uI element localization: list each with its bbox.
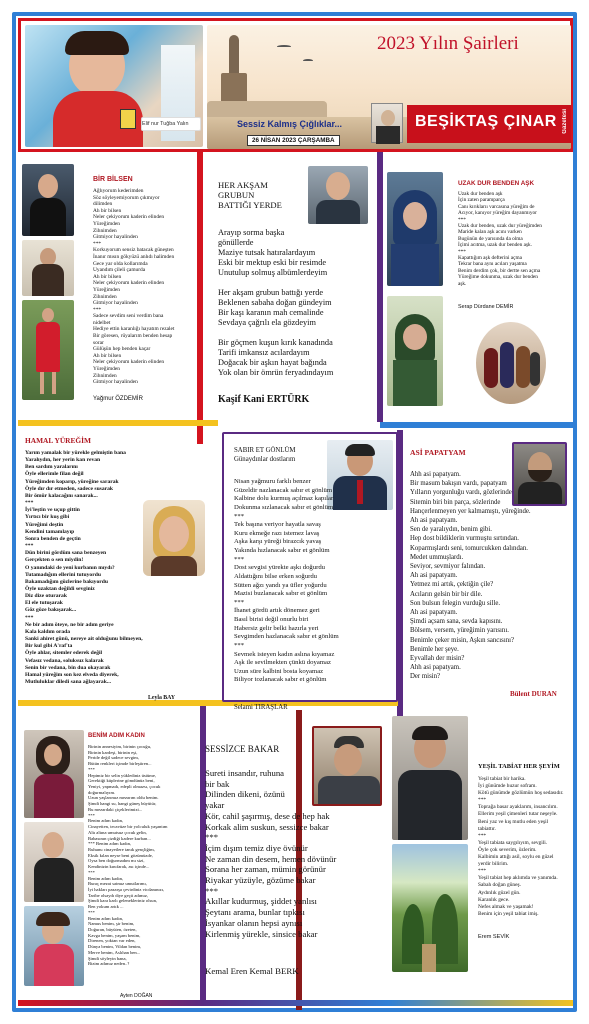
- author-portrait: [25, 25, 203, 147]
- newspaper-sub: Gazetesi: [562, 109, 568, 134]
- author-kasif: Kaşif Kani ERTÜRK: [218, 394, 310, 405]
- poem-text-sabir: Nisan yağmuru farklı benzer Güzeldir nazlanacak sabır et gönlüm Kalbine dolu kurmuş açılmaz kapılar Dokunma sızlanacak sabır et gönlüm *** Tek başına veriyor hayatla savaş Kuru ekmeğe razı istemez lavaş Aşka karşı yüreği birazcık yavaş Yakında hızlanacak sabır et gönlüm *** Dost sevgisi yürekte aşkı doğurdu Aldattığını bilse erken soğurdu Sütten ağzı yandı ya üfler yoğurdu Mazisi buzlanacak sabır et gönlüm *** İhanet gördü artık dönemez geri Basıl birisi değil onurlu biri Habersiz gelir belki hazırla yeri Sevgimden hazlanacak sabır et gönlüm *** Sevmek isteyen kadın aslına kıyamaz Aşk ile sevilmekten çünkü doyamaz Uzun süre kalbini bosta koyamaz Biliyor tozlanacak sabır et gönlüm: [234, 478, 339, 684]
- book-title: Sessiz Kalmış Çığlıklar...: [237, 119, 343, 129]
- photo-kasif: [308, 166, 368, 224]
- poem-text-bir-bilsen: Ağlıyorum kederimden Söz söyleyemiyorum çıkmıyor dilimden Ah bir bilsen Neler çekiyorum kaderin elinden Yüreğimden Zihnimden Gitmiyor hayalinden *** Korkuyorum sensiz batacak güneşten İnanır mısın gökyüzü anlıdı halimden Gece yar olda kollarımda Uyandım çileli çamurda Ah bir bilsen Neler çekiyorum kaderin elinden Yüreğimden Zihnimden Gitmiyor hayalinden *** Sadece sevdim seni verdim bana nidelbet Hediye ettin karanlığı hayatım rezalet Bir göresen, rüyalarım benden hesap sorar Gülüşün hep benden kaçar Ah bir bilsen Neler çekiyorum kaderin elinden Yüreğimden Zihnimden Gitmiyor hayalinden: [93, 188, 175, 386]
- divider-bottom-band: [18, 1000, 573, 1006]
- poem-title-yesil: YEŞİL TABİAT HER ŞEYİM: [478, 763, 560, 770]
- photo-group: [476, 322, 546, 404]
- author-serap: Serap Dürdane DEMİR: [458, 304, 514, 310]
- author-bulent: Bülent DURAN: [510, 690, 557, 698]
- author-selami: Selami TIRAŞLAR: [234, 704, 288, 711]
- photo-leyla: [143, 500, 205, 576]
- poem-title-bir-bilsen: BİR BİLSEN: [93, 176, 133, 183]
- poem-text-her-aksam: Arayıp sorma başka gönüllerde Maziye tutsak hatıralardayım Eski bir mektup eski bir resimde Unutulup solmuş albümlerdeyim Her akşam grubun battığı yerde Beklenen sabaha doğan gündeyim Bir kaşı karanın mah cemalinde Sevdaya çağrılı ela gözdeyim Bir göçmen kuşun kırık kanadında Tarifi imkansız acılardayım Doğacak bir aşkın hayat bağında Yok olan bir ömrün feryadındayım: [218, 228, 334, 377]
- page-title: 2023 Yılın Şairleri: [377, 33, 519, 54]
- divider-blue: [380, 422, 575, 428]
- poem-text-yesil: Yeşil tabiat bir harika. İyi günümde huzur sofram. Kötü günümde gözlümün hoş sedasıdır. *** Toprağa basar ayaklarım, insancılım. Ellerim yeşil çimenleri tutar neşeyle. Beni yaz ve kış mutlu eden yeşil tabiattır. *** Yeşil tabiata saygılıyım, sevgili. Öyle çok severim, özlerim. Kalbimin attığı asil, soylu en güzel yerdir bilirim. *** Yeşil tabiat hep aklımda ve yanımda. Sabah doğan güneş. Aydınlık güzel gün. Karanlık gece. Nefes almak ve yaşamak! Benim için yeşil tabiat imiş.: [478, 776, 564, 917]
- istanbul-banner: [207, 25, 571, 149]
- issue-date: 26 NİSAN 2023 ÇARŞAMBA: [247, 135, 340, 146]
- photo-erem: [392, 716, 468, 840]
- poem-text-hamal: Yarım yamalak bir yürekle gelmiştin bana Yaralıydın, her yerin kan revan Ben sardım yaralarını Öyle ellerimle filan değil Yüreğimden koparıp, yüreğine sararak Öyle dır dır etmeden, sadece susarak Bir ömür kalacağını sanarak... *** İyi'leştin ve uçup gittin Yırtıcı bir kuş gibi Yüreğimi deştin Kendini tamamlayıp Sonra benden de geçtin *** Dün birini gördüm sana benzeyen Gerçekten o sen miydin! O yanındaki de yeni kurbanın mıydı? Tutamadığım ellerini tutuyordu Bakamadığım gözlerine bakıyordu Öyle uzaktan değildi sevginiz Diz dize oturarak El ele tutuşarak Göz göze bakışarak... *** Ne bir adım öteye, ne bir adım geriye Kala kaldım orada Sanki ahiret günü, nereye ait olduğunu bilmeyen, Bir kul gibi A'raf'ta Öyle ahlar, sitemler ederek değil Vefasız vedana, soluksuz kalarak Senin bir vedana, bin dua okayarak Hamal yüreğim son kez elveda diyerek, Mutluluklar diledi sana ağlayarak...: [25, 450, 143, 685]
- poem-title-hamal: HAMAL YÜREĞİM: [25, 436, 92, 445]
- poem-text-sessizce: Sureti insandır, ruhuna bir bak Dilinden dikeni, özünü yakar Kör, cahil şaşırmış, dese de hep hak Korkak alim suskun, sessizce bakar *** İçim dışım temiz diye övünür Ne zaman din desem, hemen dövünür Sorana her zaman, mümin görünür Riyakar yüzüyle, gözüme bakar *** Akıllar kudurmuş, şiddet yanlısı Şeytanı arama, bunlar tıpkısı İsyankar olanın hepsi aynısı Kirlenmiş yürekle, sinsice bakar: [205, 768, 337, 939]
- photo-yagmur-2: [22, 240, 74, 296]
- photo-serap-1: [387, 172, 443, 286]
- author-kemal: Kemal Eren Kemal BERK: [205, 966, 299, 976]
- author-erem: Erem SEVİK: [478, 934, 510, 940]
- poem-subtitle-sabir: Günaydınlar dostlarım: [234, 456, 296, 463]
- photo-yagmur-1: [22, 164, 74, 236]
- portrait-caption: Elif nur Tuğba Yalın: [142, 121, 189, 127]
- poem-title-asi: ASİ PAPATYAM: [410, 448, 466, 457]
- photo-ayten-1: [24, 730, 84, 818]
- photo-ayten-3: [24, 906, 84, 986]
- poem-text-benim: Birinin annesiyim, birinin çocuğu, Birinin kardeşi, birinin eşi, Peride değil sadece sevgim, Bütün renkleri içimde birleştiren... *** Hepimiz bir selin yüklediniz üstüme, Gerektiği küplerine gömdünüz beni, Yeniyi, yapmadı, edepli olmazsı, çocuk doğurmalıyım. Uzun yaşlarımız mezarım oldu benim. Şimdi hangi su, hangi güneş büyütür, Bu mezardaki çiçeklerimizi... *** Benim adım kadın, Cinayetten, tecavüze bir yolculuk yaşantım Altı altına umutsuz çocuk gelin, Babasının çizdiği kadere kurban... *** Benim adım kadın, Ruhunu cinayetlere tanık gençliğim, Eksik kılan neyse beni gözümüzde, Oysa ben doğurmadım mı sizi, Kendinizin kınıfarak, ası içinde... *** Benim adım kadın, Buraç mezat satmız umutlarımı, İyi hakları pazarşa çevirdiniz vicdanınızı, Taribe olsaydı diye geçti adımız, Şimdi kara karlı gelenekleriniz olsun, Ben yokum artık ... *** Benim adım kadın, Namus benim, şir benim, Doğuran, büyüten, özeten, Kavga benim, yaşam benim, Direnen, yoktan var eden, Dünya benim, Vildan benim, Merve benim, Aslıhan ben... Şimdi söyleyin bana, Bizim adımız neden..?: [88, 744, 168, 967]
- ataturk-photo: [371, 103, 403, 143]
- poem-title-sabir: SABIR ET GÖNLÜM: [234, 447, 296, 454]
- divider-red: [197, 152, 203, 444]
- divider-purple: [377, 152, 383, 422]
- poem-title-sessizce: SESSİZCE BAKAR: [205, 744, 280, 754]
- poem-text-asi: Ahh asi papatyam. Bir masum bakışın vardı, papatyam Yılların yorgunluğu vardı, gözlerinde Sitemin biri bin parça, sözlerinde Hançerlenmeyen yer kalmamıştı, yüreğinde. Ah asi papatyam. Sen de yaralıydın, benim gibi. Hep dost bildiklerin vurmuştu sırtından. Koparmışlardı seni, tomurcukken dalından. Medet ummuşlardı. Seviyor, sevmiyor falından. Ah asi papatyam. Yetmez mi artık, çektiğin çile? Acıların gelsin bir bir dile. Son bulsun felegin vurduğu sille. Ah asi papatyam. Şimdi açsam sana, sevda kapısını. Bölsem, versem, yüreğimin yarısını. Benimle çeker misin, Aşkın sancısını? Benimle her şeye. Eyvallah der misin? Ahh asi papatyam. Der misin?: [410, 471, 531, 681]
- divider-yellow: [18, 420, 218, 426]
- poem-title-uzak-dur: UZAK DUR BENDEN AŞK: [458, 180, 535, 187]
- photo-ayten-2: [24, 822, 84, 902]
- photo-serap-2: [387, 296, 443, 406]
- photo-nature: [392, 844, 468, 972]
- photo-yagmur-3: [22, 300, 74, 400]
- newspaper-logo: [407, 105, 571, 143]
- author-leyla: Leyla BAY: [148, 695, 176, 701]
- header: [18, 18, 573, 152]
- author-ayten: Ayten DOĞAN: [120, 993, 153, 999]
- poem-title-benim: BENİM ADIM KADIN: [88, 733, 145, 739]
- poem-text-uzak-dur: Uzak dur benden aşk İçin zaten paramparça Canı kırıklarıı varcasına yüreğim de Acıyor, kanıyor yüreğim dayanmıyor *** Uzak dur benden, uzak dur yüreğimden Maride kalan aşk acını varken Bugünün de yarısında da olma İçimi acıtma, uzak dur benden aşk. *** Kapattığım aşk defterini açma Tekrar bana aynı acıları yaşatma Benim derdim çok, bir dertte sen açma Yüreğime dokunma, uzak dur benden aşk.: [458, 191, 542, 287]
- newspaper-name: BEŞİKTAŞ ÇINAR: [415, 113, 557, 130]
- poem-title-her-aksam: HER AKŞAM GRUBUN BATTIĞI YERDE: [218, 180, 282, 210]
- author-yagmur: Yağmur ÖZDEMİR: [93, 396, 143, 402]
